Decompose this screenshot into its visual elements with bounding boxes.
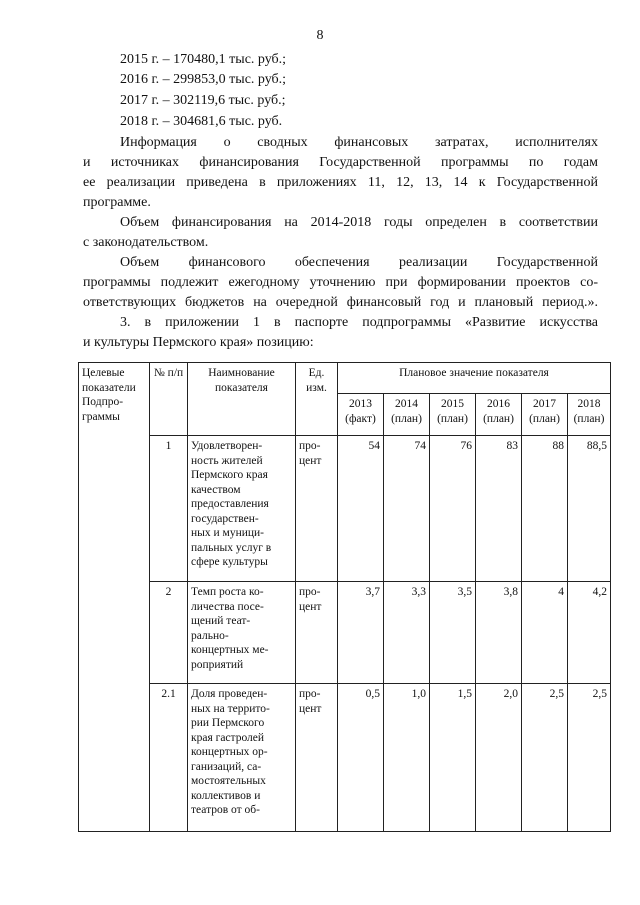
value-2015: 76 bbox=[430, 436, 476, 582]
value-2016: 3,8 bbox=[476, 582, 522, 684]
value-2017: 88 bbox=[522, 436, 568, 582]
indicator-name-header: Наимнование показателя bbox=[188, 363, 296, 436]
indicators-table bbox=[78, 362, 611, 832]
unit-header: Ед. изм. bbox=[296, 363, 338, 436]
value-2017: 4 bbox=[522, 582, 568, 684]
unit: про- цент bbox=[296, 582, 338, 684]
value-2013: 3,7 bbox=[338, 582, 384, 684]
value-2018: 88,5 bbox=[568, 436, 611, 582]
paragraph-appendix-line: 3. в приложении 1 в паспорте подпрограммы «Развитие искусства bbox=[120, 315, 598, 330]
table-header-row bbox=[79, 363, 611, 394]
paragraph-volume-line: Объем финансирования на 2014-2018 годы определен в соответствии bbox=[120, 215, 598, 230]
year-header: 2014 (план) bbox=[384, 394, 430, 436]
paragraph-info-line: программе. bbox=[83, 195, 151, 210]
paragraph-appendix-line: и культуры Пермского края» позицию: bbox=[83, 335, 314, 350]
value-2014: 1,0 bbox=[384, 684, 430, 832]
funding-line-2015: 2015 г. – 170480,1 тыс. руб.; bbox=[120, 52, 287, 67]
value-2017: 2,5 bbox=[522, 684, 568, 832]
paragraph-info-line: и источниках финансирования Государственной программы по годам bbox=[83, 155, 598, 170]
row-number: 2.1 bbox=[150, 684, 188, 832]
value-2014: 3,3 bbox=[384, 582, 430, 684]
table-row bbox=[79, 582, 611, 684]
paragraph-volume-line: с законодательством. bbox=[83, 235, 209, 250]
paragraph-support-line: Объем финансового обеспечения реализации Государственной bbox=[120, 255, 598, 270]
year-header: 2017 (план) bbox=[522, 394, 568, 436]
plan-value-header: Плановое значение показателя bbox=[338, 363, 611, 394]
paragraph-support-line: ответствующих бюджетов на очередной финансовый год и плановый период.». bbox=[83, 295, 598, 310]
value-2014: 74 bbox=[384, 436, 430, 582]
value-2013: 0,5 bbox=[338, 684, 384, 832]
row-number: 2 bbox=[150, 582, 188, 684]
paragraph-support-line: программы подлежит ежегодному уточнению при формировании проектов со- bbox=[83, 275, 598, 290]
value-2018: 4,2 bbox=[568, 582, 611, 684]
indicator-name: Темп роста ко- личества посе- щений теат- рально- концертных ме- роприятий bbox=[188, 582, 296, 684]
target-indicators-header: Целевые показатели Подпро-граммы bbox=[79, 363, 150, 832]
table-row bbox=[79, 436, 611, 582]
funding-line-2016: 2016 г. – 299853,0 тыс. руб.; bbox=[120, 72, 287, 87]
value-2018: 2,5 bbox=[568, 684, 611, 832]
paragraph-info-line: ее реализации приведена в приложениях 11, 12, 13, 14 к Государственной bbox=[83, 175, 598, 190]
unit: про- цент bbox=[296, 684, 338, 832]
table-row bbox=[79, 684, 611, 832]
year-header: 2018 (план) bbox=[568, 394, 611, 436]
paragraph-info-line: Информация о сводных финансовых затратах, исполнителях bbox=[120, 135, 598, 150]
funding-line-2017: 2017 г. – 302119,6 тыс. руб.; bbox=[120, 93, 286, 108]
unit: про- цент bbox=[296, 436, 338, 582]
value-2015: 3,5 bbox=[430, 582, 476, 684]
year-header: 2016 (план) bbox=[476, 394, 522, 436]
value-2013: 54 bbox=[338, 436, 384, 582]
indicator-name: Удовлетворен- ность жителей Пермского края качеством предоставления государствен- ных и муници- пальных услуг в сфере культуры bbox=[188, 436, 296, 582]
year-header: 2013 (факт) bbox=[338, 394, 384, 436]
value-2016: 83 bbox=[476, 436, 522, 582]
indicator-name: Доля проведен- ных на террито- рии Пермского края гастролей концертных ор- ганизаций, са- мостоятельных коллективов и театров от об- bbox=[188, 684, 296, 832]
page-number: 8 bbox=[316, 28, 324, 43]
value-2015: 1,5 bbox=[430, 684, 476, 832]
year-header: 2015 (план) bbox=[430, 394, 476, 436]
value-2016: 2,0 bbox=[476, 684, 522, 832]
funding-line-2018: 2018 г. – 304681,6 тыс. руб. bbox=[120, 114, 283, 129]
row-number: 1 bbox=[150, 436, 188, 582]
number-header: № п/п bbox=[150, 363, 188, 436]
